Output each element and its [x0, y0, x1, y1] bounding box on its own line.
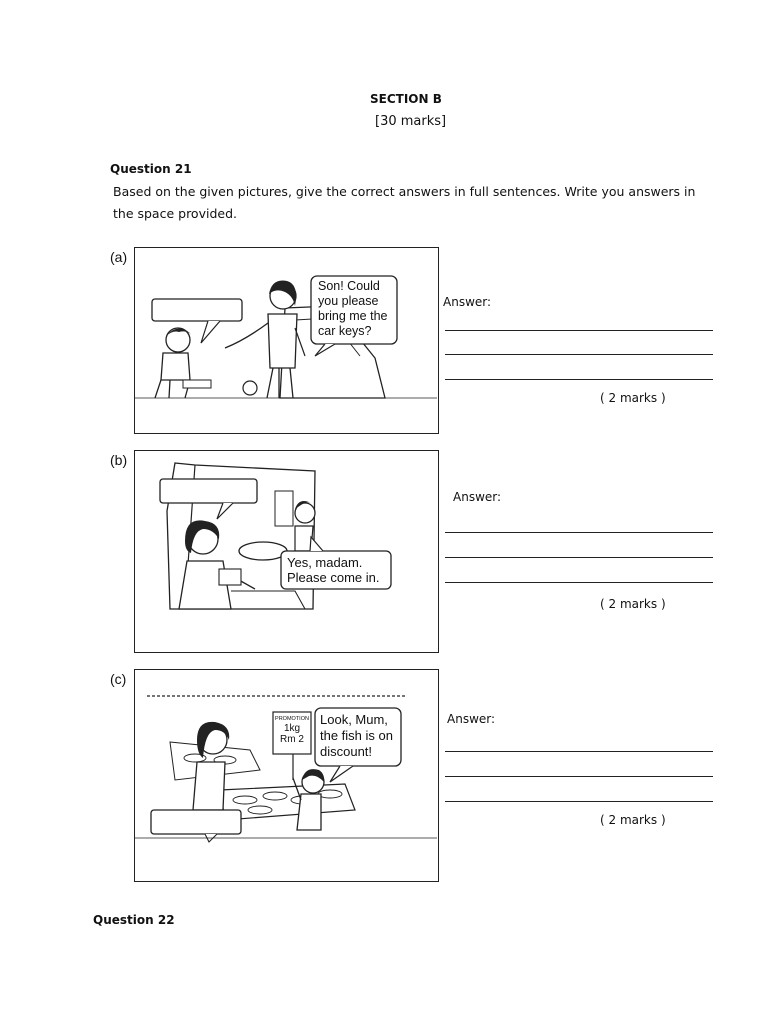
item-b-label: (b): [110, 452, 128, 468]
speech-b-line-2: Please come in.: [287, 570, 380, 585]
answer-a-line-2[interactable]: [445, 354, 713, 355]
question-22-title: Question 22: [93, 913, 175, 927]
sign-line-2: 1kg: [283, 723, 301, 734]
answer-a-label: Answer:: [443, 295, 492, 309]
picture-c: [134, 669, 439, 882]
marks-b: ( 2 marks ): [600, 597, 666, 611]
sign-line-3: Rm 2: [280, 734, 304, 745]
speech-c-line-1: Look, Mum,: [320, 712, 388, 727]
marks-c: ( 2 marks ): [600, 813, 666, 827]
speech-b-line-1: Yes, madam.: [287, 555, 363, 570]
answer-c-label: Answer:: [447, 712, 496, 726]
answer-c-line-1[interactable]: [445, 751, 713, 752]
picture-b: [134, 450, 439, 653]
speech-a-line-1: Son! Could: [318, 279, 380, 293]
speech-a-line-2: you please: [318, 294, 379, 308]
speech-a-line-3: bring me the: [318, 309, 388, 323]
answer-b-line-2[interactable]: [445, 557, 713, 558]
picture-b-illustration: [135, 451, 437, 651]
item-a-label: (a): [110, 249, 128, 265]
answer-c-line-3[interactable]: [445, 801, 713, 802]
picture-c-illustration: [135, 670, 437, 880]
question-21-title: Question 21: [110, 162, 192, 176]
answer-c-line-2[interactable]: [445, 776, 713, 777]
marks-a: ( 2 marks ): [600, 391, 666, 405]
sign-line-1: PROMOTION: [275, 716, 309, 722]
speech-c-line-3: discount!: [320, 744, 373, 759]
section-marks: [30 marks]: [375, 114, 447, 129]
answer-b-line-3[interactable]: [445, 582, 713, 583]
item-c-label: (c): [110, 671, 127, 687]
answer-b-label: Answer:: [453, 490, 502, 504]
speech-a-line-4: car keys?: [318, 324, 372, 338]
question-21-instruction: Based on the given pictures, give the correct answers in full sentences. Write you answers in the space provided.: [113, 184, 696, 221]
answer-a-line-3[interactable]: [445, 379, 713, 380]
section-title: SECTION B: [370, 92, 442, 106]
picture-a-illustration: [135, 248, 437, 432]
speech-c-line-2: the fish is on: [320, 728, 393, 743]
answer-b-line-1[interactable]: [445, 532, 713, 533]
picture-a: [134, 247, 439, 434]
answer-a-line-1[interactable]: [445, 330, 713, 331]
